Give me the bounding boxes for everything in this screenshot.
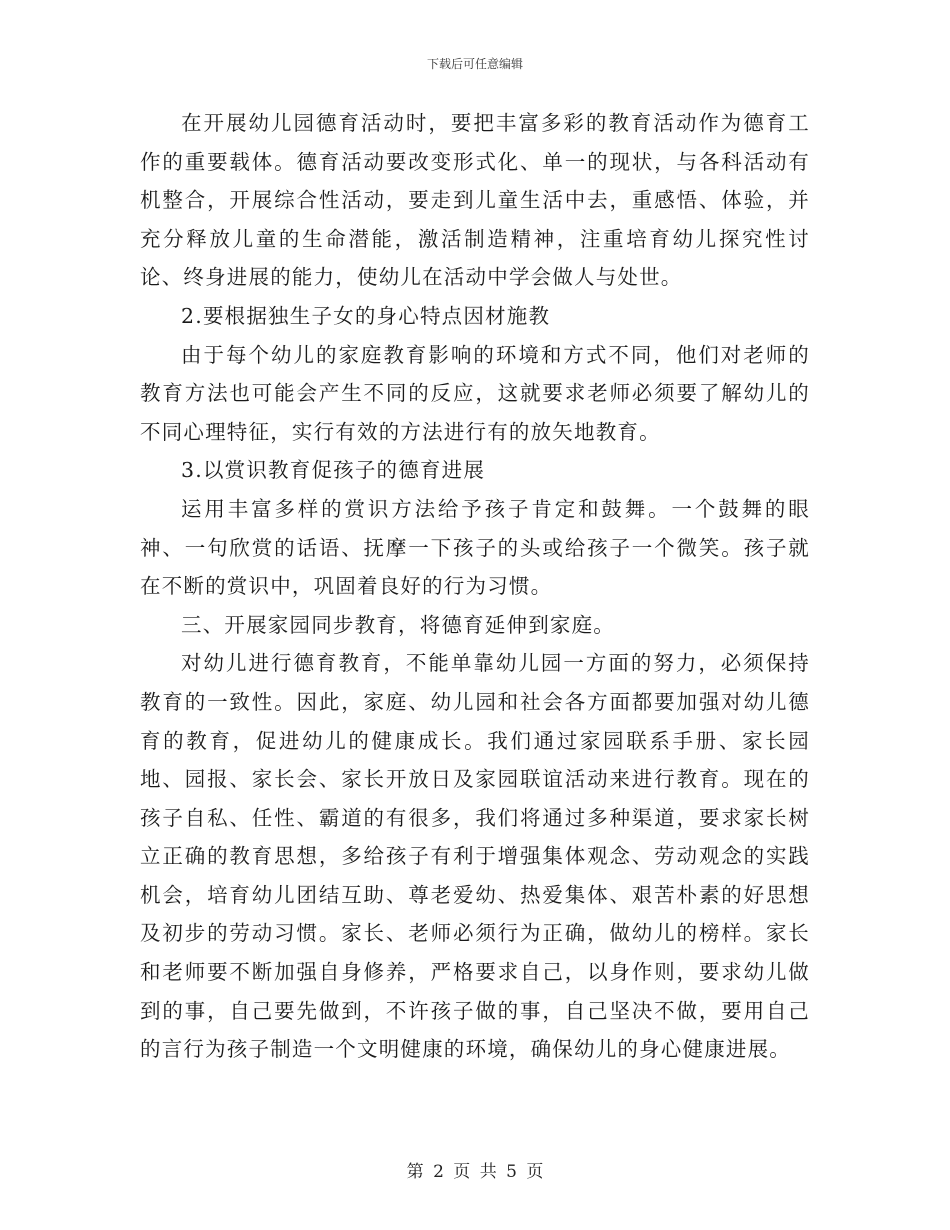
page-number-footer: 第 2 页 共 5 页 (406, 1162, 544, 1182)
header-note: 下载后可任意编辑 (426, 57, 523, 71)
paragraph-individualized-teaching: 由于每个幼儿的家庭教育影响的环境和方式不同，他们对老师的教育方法也可能会产生不同的反应，这就要求老师必须要了解幼儿的不同心理特征，实行有效的方法进行有的放矢地教育。 (140, 342, 810, 444)
heading-home-school-sync: 三、开展家园同步教育，将德育延伸到家庭。 (181, 612, 615, 637)
paragraph-appreciation-education: 运用丰富多样的赏识方法给予孩子肯定和鼓舞。一个鼓舞的眼神、一句欣赏的话语、抚摩一下孩子的头或给孩子一个微笑。孩子就在不断的赏识中，巩固着良好的行为习惯。 (140, 496, 810, 599)
heading-individualized-teaching: 2.要根据独生子女的身心特点因材施教 (181, 303, 551, 328)
paragraph-activities: 在开展幼儿园德育活动时，要把丰富多彩的教育活动作为德育工作的重要载体。德育活动要改变形式化、单一的现状，与各科活动有机整合，开展综合性活动，要走到儿童生活中去，重感悟、体验，并充分释放儿童的生命潜能，激活制造精神，注重培育幼儿探究性讨论、终身进展的能力，使幼儿在活动中学会做人与处世。 (140, 111, 810, 290)
heading-appreciation-education: 3.以赏识教育促孩子的德育进展 (181, 458, 486, 483)
body-content (140, 104, 810, 1069)
paragraph-home-school-sync: 对幼儿进行德育教育，不能单靠幼儿园一方面的努力，必须保持教育的一致性。因此，家庭、幼儿园和社会各方面都要加强对幼儿德育的教育，促进幼儿的健康成长。我们通过家园联系手册、家长园地、园报、家长会、家长开放日及家园联谊活动来进行教育。现在的孩子自私、任性、霸道的有很多，我们将通过多种渠道，要求家长树立正确的教育思想，多给孩子有利于增强集体观念、劳动观念的实践机会，培育幼儿团结互助、尊老爱幼、热爱集体、艰苦朴素的好思想及初步的劳动习惯。家长、老师必须行为正确，做幼儿的榜样。家长和老师要不断加强自身修养，严格要求自己，以身作则，要求幼儿做到的事，自己要先做到，不许孩子做的事，自己坚决不做，要用自己的言行为孩子制造一个文明健康的环境，确保幼儿的身心健康进展。 (140, 651, 810, 1062)
